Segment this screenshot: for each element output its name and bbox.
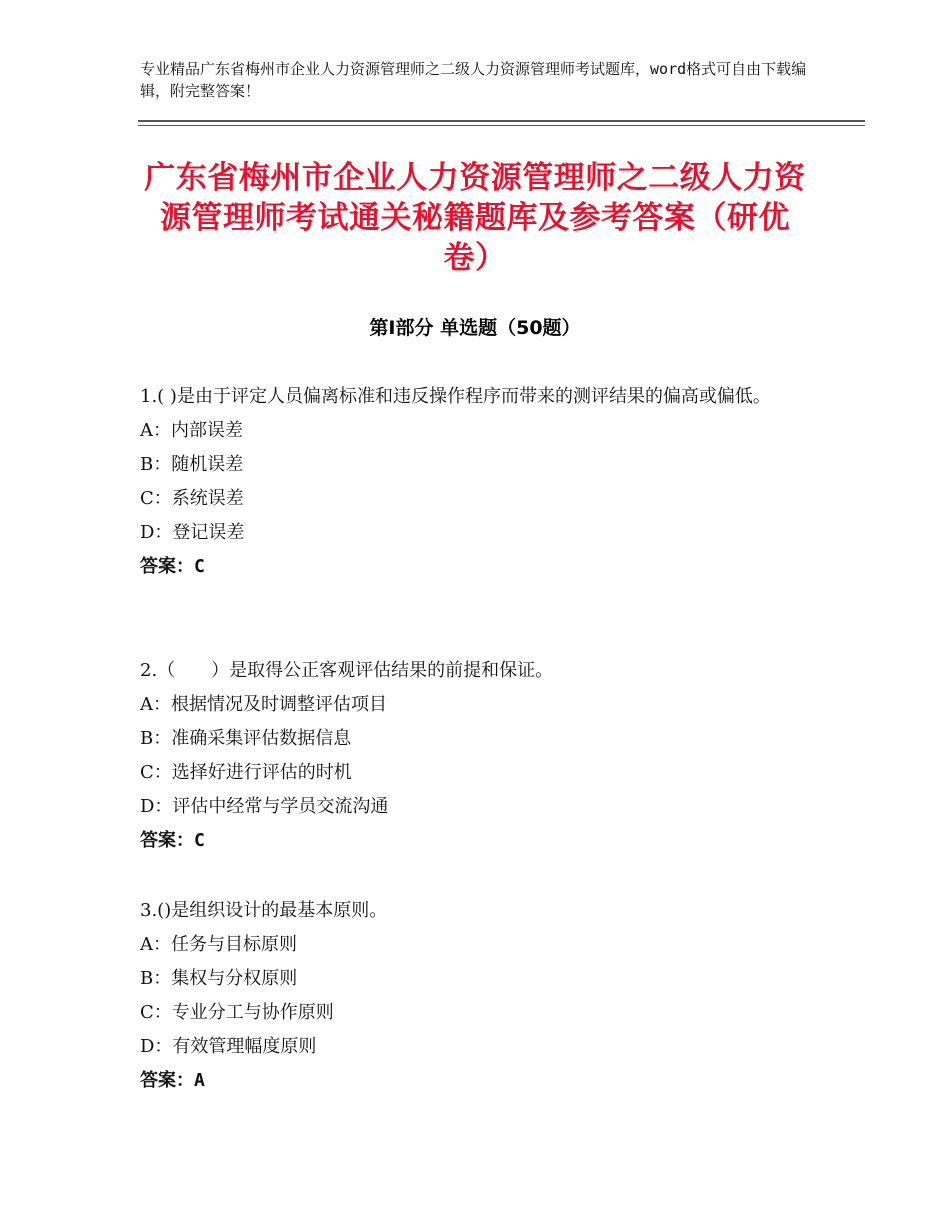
question-3 [140, 894, 810, 1098]
option-b: B：随机误差 [140, 454, 244, 475]
question-stem: 3.()是组织设计的最基本原则。 [140, 900, 388, 921]
option-c: C：系统误差 [140, 488, 244, 509]
header-divider [138, 120, 865, 122]
option-b: B：集权与分权原则 [140, 968, 298, 989]
option-d: D：登记误差 [140, 522, 245, 543]
option-a: A：根据情况及时调整评估项目 [140, 694, 387, 715]
answer-label: 答案： [140, 556, 194, 577]
header-note: 专业精品广东省梅州市企业人力资源管理师之二级人力资源管理师考试题库，word格式可自由下载编辑，附完整答案！ [140, 60, 807, 100]
answer-label: 答案： [140, 1070, 194, 1091]
section-heading: 第Ⅰ部分 单选题（50题） [369, 317, 581, 339]
option-d: D：评估中经常与学员交流沟通 [140, 796, 389, 817]
document-title: 广东省梅州市企业人力资源管理师之二级人力资源管理师考试通关秘籍题库及参考答案（研优卷） [144, 160, 806, 276]
option-a: A：内部误差 [140, 420, 243, 441]
answer-value: A [194, 1070, 205, 1091]
answer-line [140, 824, 810, 858]
option-a: A：任务与目标原则 [140, 934, 297, 955]
answer-value: C [194, 830, 205, 851]
option-b: B：准确采集评估数据信息 [140, 728, 352, 749]
question-stem: 1.( )是由于评定人员偏离标准和违反操作程序而带来的测评结果的偏高或偏低。 [140, 386, 771, 407]
answer-label: 答案： [140, 830, 194, 851]
answer-line [140, 1064, 810, 1098]
option-c: C：专业分工与协作原则 [140, 1002, 334, 1023]
header-divider-thin [138, 125, 865, 126]
answer-line [140, 550, 810, 584]
question-2 [140, 654, 810, 858]
option-c: C：选择好进行评估的时机 [140, 762, 352, 783]
answer-value: C [194, 556, 205, 577]
question-1 [140, 380, 810, 584]
question-stem: 2.（ ）是取得公正客观评估结果的前提和保证。 [140, 660, 554, 681]
option-d: D：有效管理幅度原则 [140, 1036, 317, 1057]
